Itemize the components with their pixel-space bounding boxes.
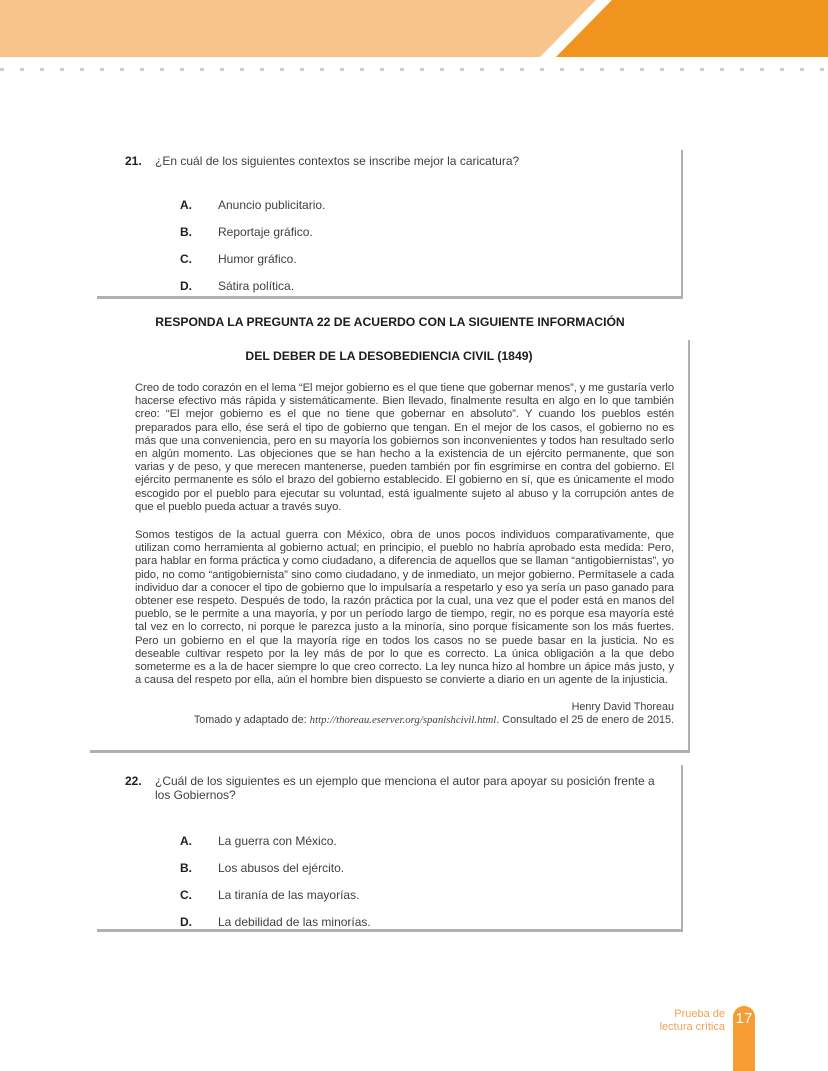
option-22-d	[180, 916, 673, 929]
question-21-options	[180, 199, 673, 293]
passage-source-suffix: . Consultado el 25 de enero de 2015.	[496, 714, 674, 727]
page-number-tab	[733, 1006, 755, 1071]
question-22	[125, 775, 673, 802]
page-number: 17	[735, 1010, 753, 1027]
question-21-box	[97, 150, 683, 299]
option-22-a-text: La guerra con México.	[218, 834, 337, 848]
passage-author: Henry David Thoreau	[571, 701, 674, 714]
option-22-a-letter: A.	[180, 834, 192, 848]
passage-source-prefix: Tomado y adaptado de:	[193, 714, 310, 727]
question-22-number: 22.	[125, 774, 142, 788]
passage-paragraph-2: Somos testigos de la actual guerra con México, obra de unos pocos individuos comparativamente, que utilizan como herramienta al gobierno actual; en principio, el pueblo no habría aprobado esta medida: Pero, para hablar en forma práctica y como ciudadano, a diferencia de aquellos que se llaman “antigobiernistas”, yo pido, no como “antigobiernista” sino como ciudadano, y de inmediato, un mejor gobierno. Permítasele a cada individuo dar a conocer el tipo de gobierno que lo impulsaría a respetarlo y eso ya sería un paso ganado para obtener ese respeto. Después de todo, la razón práctica por la cual, una vez que el poder está en manos del pueblo, se le permite a una mayoría, y por un período largo de tiempo, regir, no es porque esa mayoría esté tal vez en lo correcto, ni porque le parezca justo a la minoría, sino porque físicamente son los más fuertes. Pero un gobierno en el que la mayoría rige en todos los casos no se puede basar en la justicia. No es deseable cultivar respeto por la ley más de por lo que es correcto. La única obligación a la que debo someterme es a la de hacer siempre lo que creo correcto. La ley nunca hizo al hombre un ápice más justo, y a causa del respeto por ella, aún el hombre bien dispuesto se convierte a diario en un agente de la injusticia.	[135, 529, 674, 687]
passage-instruction: RESPONDA LA PREGUNTA 22 DE ACUERDO CON LA SIGUIENTE INFORMACIÓN	[155, 315, 625, 329]
option-22-c-letter: C.	[180, 888, 192, 902]
option-22-a	[180, 835, 673, 848]
passage-title: DEL DEBER DE LA DESOBEDIENCIA CIVIL (1849)	[245, 349, 533, 363]
question-22-box	[97, 765, 683, 932]
option-21-c-text: Humor gráfico.	[218, 251, 297, 266]
question-22-options	[180, 835, 673, 929]
option-21-b-letter: B.	[180, 224, 192, 239]
question-21-text: ¿En cuál de los siguientes contextos se inscribe mejor la caricatura?	[155, 154, 520, 168]
option-21-d-text: Sátira política.	[218, 278, 295, 293]
option-22-b	[180, 862, 673, 875]
option-22-c	[180, 889, 673, 902]
option-21-b	[180, 226, 673, 239]
passage-source-url: http://thoreau.eserver.org/spanishcivil.html	[309, 714, 497, 727]
option-22-c-text: La tiranía de las mayorías.	[218, 888, 360, 902]
footer-section-label	[660, 1008, 725, 1034]
option-22-b-letter: B.	[180, 861, 192, 875]
question-22-text: ¿Cuál de los siguientes es un ejemplo que menciona el autor para apoyar su posición frente a los Gobiernos?	[155, 774, 655, 802]
question-21-number: 21.	[125, 154, 142, 168]
option-22-b-text: Los abusos del ejército.	[218, 861, 345, 875]
option-22-d-letter: D.	[180, 915, 192, 929]
footer-label-line1: Prueba de	[674, 1008, 725, 1020]
header-banner	[0, 0, 828, 57]
question-21	[125, 155, 673, 169]
option-21-d	[180, 280, 673, 293]
option-21-a-letter: A.	[180, 197, 192, 212]
option-21-c	[180, 253, 673, 266]
passage-source	[135, 714, 674, 727]
passage-box	[90, 340, 690, 753]
option-21-b-text: Reportaje gráfico.	[218, 224, 313, 239]
option-21-a	[180, 199, 673, 212]
option-21-c-letter: C.	[180, 251, 192, 266]
option-21-a-text: Anuncio publicitario.	[218, 197, 326, 212]
footer-label-line2: lectura crítica	[659, 1021, 725, 1033]
header-banner-graphic	[0, 0, 828, 57]
option-21-d-letter: D.	[180, 278, 192, 293]
dotted-separator	[0, 68, 828, 71]
option-22-d-text: La debilidad de las minorías.	[218, 915, 371, 929]
passage-paragraph-1: Creo de todo corazón en el lema “El mejor gobierno es el que tiene que gobernar menos”, y me gustaría verlo hacerse efectivo más rápida y sistemáticamente. Bien llevado, finalmente resulta en algo en lo que también creo: “El mejor gobierno es el que no tiene que gobernar en absoluto”. Y cuando los pueblos estén preparados para ello, ése será el tipo de gobierno que tengan. En el mejor de los casos, el gobierno no es más que una conveniencia, pero en su mayoría los gobiernos son inconvenientes y todos han resultado serlo en algún momento. Las objeciones que se han hecho a la existencia de un ejército permanente, que son varias y de peso, y que merecen mantenerse, pueden también por fin esgrimirse en contra del gobierno. El ejército permanente es sólo el brazo del gobierno establecido. El gobierno en sí, que es únicamente el modo escogido por el pueblo para ejecutar su voluntad, está igualmente sujeto al abuso y la corrupción antes de que el pueblo pueda actuar a través suyo.	[135, 382, 674, 513]
